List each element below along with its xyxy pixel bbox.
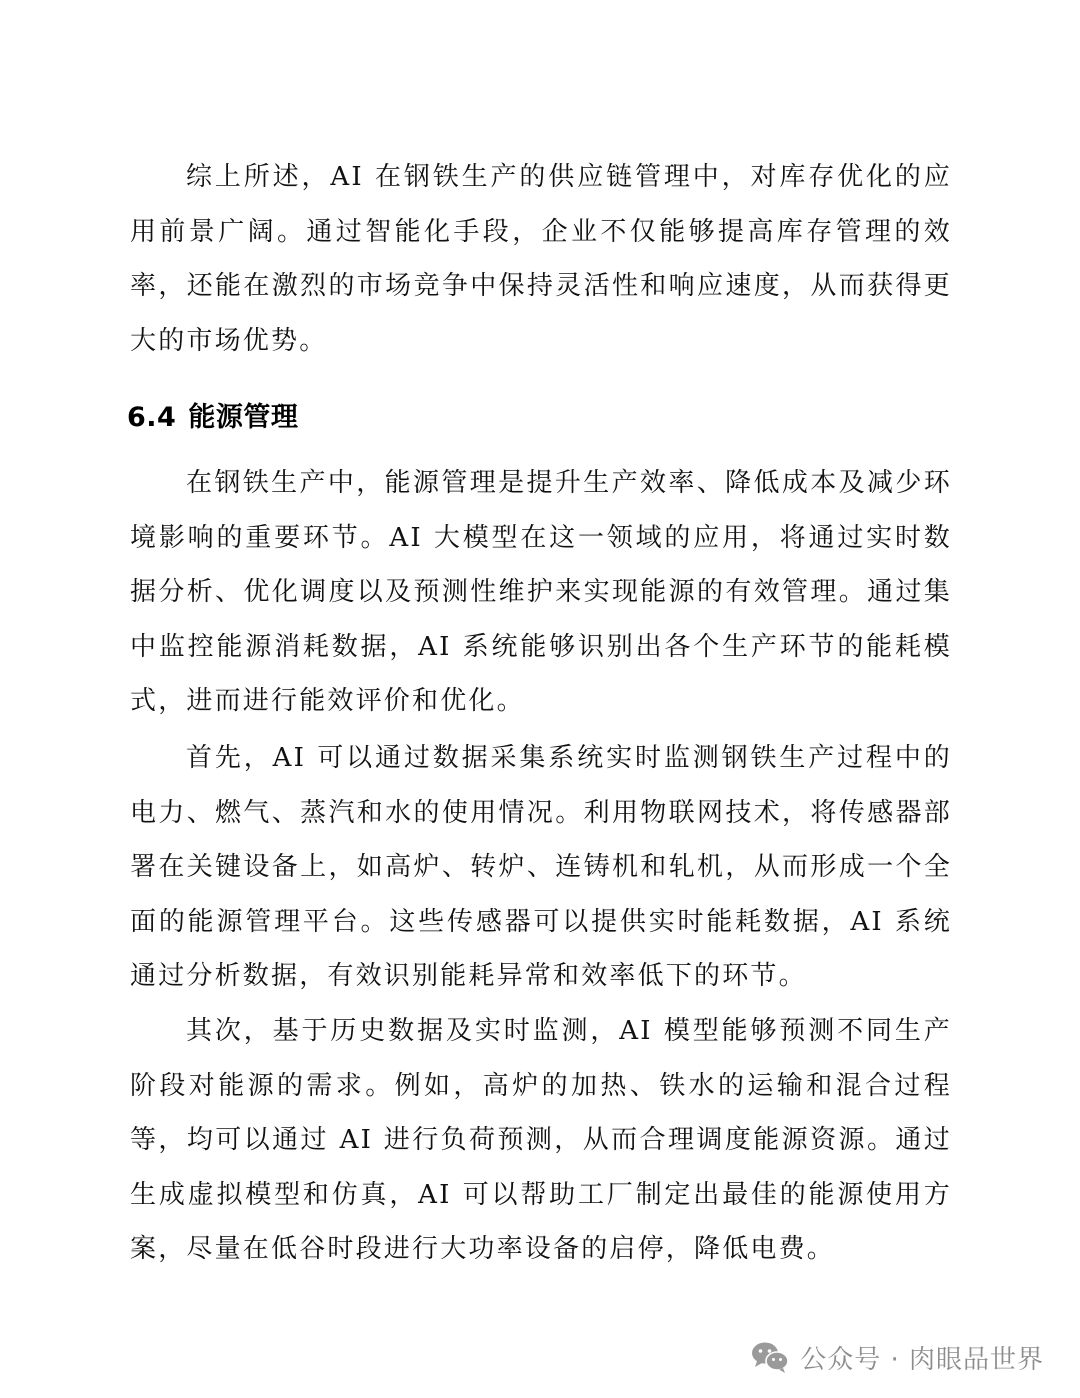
section-title: 能源管理 [188, 402, 299, 433]
section-number: 6.4 [127, 402, 177, 433]
wechat-icon [750, 1340, 790, 1374]
paragraph-energy-forecasting: 其次，基于历史数据及实时监测，AI 模型能够预测不同生产阶段对能源的需求。例如，高炉的加热、铁水的运输和混合过程等，均可以通过 AI 进行负荷预测，从而合理调度能源资源。通过生成虚拟模型和仿真，AI 可以帮助工厂制定出最佳的能源使用方案，尽量在低谷时段进行大功率设备的启停，降低电费。 [130, 1016, 952, 1264]
section-heading [127, 396, 298, 440]
paragraph-energy-monitoring: 首先，AI 可以通过数据采集系统实时监测钢铁生产过程中的电力、燃气、蒸汽和水的使用情况。利用物联网技术，将传感器部署在关键设备上，如高炉、转炉、连铸机和轧机，从而形成一个全面的能源管理平台。这些传感器可以提供实时能耗数据，AI 系统通过分析数据，有效识别能耗异常和效率低下的环节。 [130, 743, 952, 991]
watermark [750, 1337, 1044, 1377]
paragraph-energy-intro: 在钢铁生产中，能源管理是提升生产效率、降低成本及减少环境影响的重要环节。AI 大模型在这一领域的应用，将通过实时数据分析、优化调度以及预测性维护来实现能源的有效管理。通过集中监控能源消耗数据，AI 系统能够识别出各个生产环节的能耗模式，进而进行能效评价和优化。 [130, 468, 952, 716]
paragraph-inventory-summary: 综上所述，AI 在钢铁生产的供应链管理中，对库存优化的应用前景广阔。通过智能化手段，企业不仅能够提高库存管理的效率，还能在激烈的市场竞争中保持灵活性和响应速度，从而获得更大的市场优势。 [130, 162, 952, 356]
watermark-text: 公众号 · 肉眼品世界 [800, 1344, 1044, 1375]
